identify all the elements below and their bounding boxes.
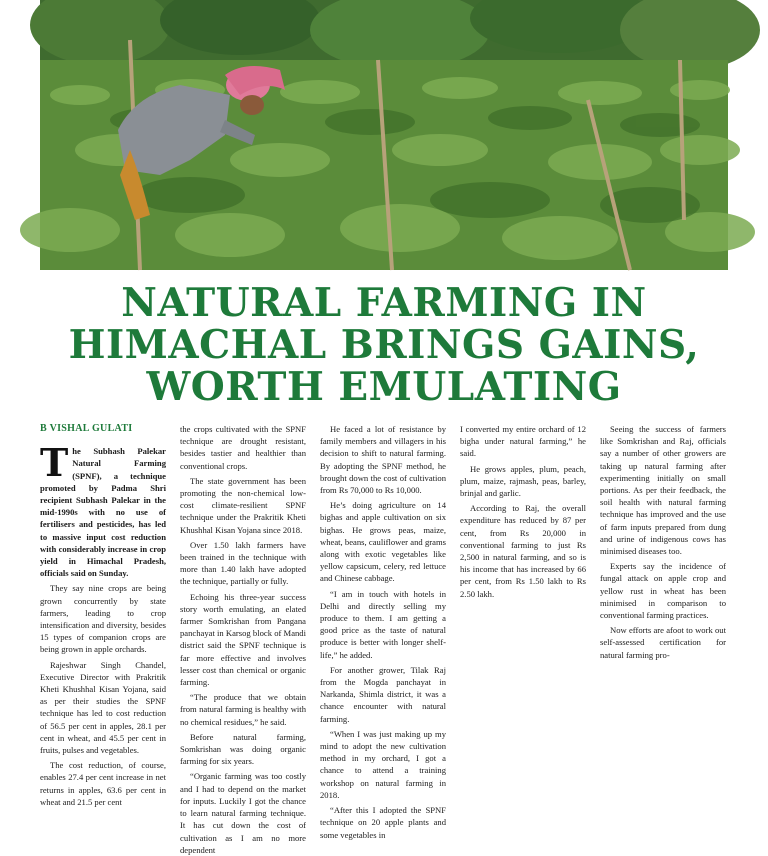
column-4 bbox=[460, 423, 586, 768]
paragraph: “I am in touch with hotels in Delhi and directly selling my produce to them. I am getting a good price as the taste of natural produce is better with longer shelf-life,” he added. bbox=[320, 588, 446, 660]
column-1 bbox=[40, 423, 166, 807]
paragraph: the crops cultivated with the SPNF technique are drought resistant, besides tastier and healthier than conventional crops. bbox=[180, 424, 306, 471]
headline bbox=[40, 282, 728, 408]
paragraph: I converted my entire orchard of 12 bigha under natural farming,” he said. bbox=[460, 424, 586, 459]
paragraph: Over 1.50 lakh farmers have been trained in the technique with more than 1.40 lakh have adopted the technique, partially or fully. bbox=[180, 539, 306, 587]
paragraph: Experts say the incidence of fungal attack on apple crop and yellow rust in wheat has been minimised in comparison to conventional farming practices. bbox=[600, 561, 726, 621]
paragraph: They say nine crops are being grown concurrently by state farmers, leading to crop intensification and diversity, besides 15 types of companion crops are being grown in apple orchards. bbox=[40, 583, 166, 655]
intro-paragraph bbox=[40, 440, 166, 579]
intro-text: he Subhash Palekar Natural Farming (SPNF), a technique promoted by Padma Shri recipient Subhash Palekar in the mid-1990s with no use of fertilisers and pesticides, has led to massive input cost reduction with considerably increase in crop yield in Himachal Pradesh, officials said on Sunday. bbox=[40, 446, 166, 579]
paragraph: “Organic farming was too costly and I had to depend on the market for inputs. Luckily I got the chance to learn natural farming technique. It has cut down the cost of cultivation as I am no more dependent bbox=[180, 771, 306, 855]
paragraph: The cost reduction, of course, enables 27.4 per cent increase in net returns in apples, 63.6 per cent in wheat and 21.5 per cent bbox=[40, 760, 166, 807]
paragraph: Seeing the success of farmers like Somkrishan and Raj, officials say a number of other growers are taking up natural farming after experimenting initially on small portions. As per their feedback, the soil health with natural farming technique has improved and the use of farm inputs prepared from dung and urine of indigenous cows has minimised diseases too. bbox=[600, 424, 726, 557]
paragraph: He grows apples, plum, peach, plum, maize, rajmash, peas, barley, brinjal and garlic. bbox=[460, 463, 586, 499]
headline-line-1: NATURAL FARMING IN bbox=[121, 280, 647, 326]
column-2 bbox=[180, 423, 306, 855]
headline-line-3: WORTH EMULATING bbox=[146, 364, 622, 410]
field-illustration bbox=[40, 0, 728, 270]
paragraph: According to Raj, the overall expenditure has reduced by 87 per cent, from Rs 20,000 in conventional farming to just Rs 2,500 in natural farming, and so is his income that has increased by 66 per cent, from Rs 1.50 lakh to Rs 2.50 lakh. bbox=[460, 503, 586, 599]
paragraph: Echoing his three-year success story worth emulating, an elated farmer Somkrishan from Pangana panchayat in Karsog block of Mandi district said the SPNF technique is far more effective and involves lesser cost than chemical or organic farming. bbox=[180, 591, 306, 688]
byline: B VISHAL GULATI bbox=[40, 423, 133, 434]
headline-line-2: HIMACHAL BRINGS GAINS, bbox=[68, 322, 700, 368]
drop-cap: T bbox=[40, 440, 69, 486]
paragraph: Rajeshwar Singh Chandel, Executive Director with Prakritik Kheti Khushhal Kisan Yojana, said as per their studies the SPNF technique has led to cost reduction of 56.5 per cent in apples, 28.1 per cent in wheat, and 45.5 per cent in fruits, pulses and vegetables. bbox=[40, 659, 166, 756]
paragraph: Before natural farming, Somkrishan was doing organic farming for six years. bbox=[180, 731, 306, 767]
paragraph: “When I was just making up my mind to adopt the new cultivation method in my orchard, I got a chance to attend a training workshop on natural farming in 2018. bbox=[320, 728, 446, 800]
paragraph: For another grower, Tilak Raj from the Mogda panchayat in Narkanda, Shimla district, it was a chance encounter with natural farming. bbox=[320, 664, 446, 724]
paragraph: “The produce that we obtain from natural farming is healthy with no chemical residues,” he said. bbox=[180, 692, 306, 727]
paragraph: “After this I adopted the SPNF technique on 20 apple plants and some vegetables in bbox=[320, 805, 446, 840]
article-body bbox=[40, 423, 728, 855]
paragraph: Now efforts are afoot to work out self-assessed certification for natural farming pro- bbox=[600, 625, 726, 660]
hero-photo-farmer-in-field bbox=[40, 0, 728, 270]
column-5 bbox=[600, 423, 726, 768]
paragraph: The state government has been promoting the non-chemical low-cost climate-resilient SPNF technique under the Prakritik Kheti Khushhal Kisan Yojana since 2018. bbox=[180, 475, 306, 535]
column-3 bbox=[320, 423, 446, 840]
paragraph: He’s doing agriculture on 14 bighas and apple cultivation on six bighas. He grows peas, maize, wheat, beans, cauliflower and grams along with exotic vegetables like yellow capsicum, celery, red lettuce and Chinese cabbage. bbox=[320, 500, 446, 584]
paragraph: He faced a lot of resistance by family members and villagers in his decision to shift to natural farming. By adopting the SPNF method, he brought down the cost of cultivation from Rs 70,000 to Rs 10,000. bbox=[320, 424, 446, 496]
